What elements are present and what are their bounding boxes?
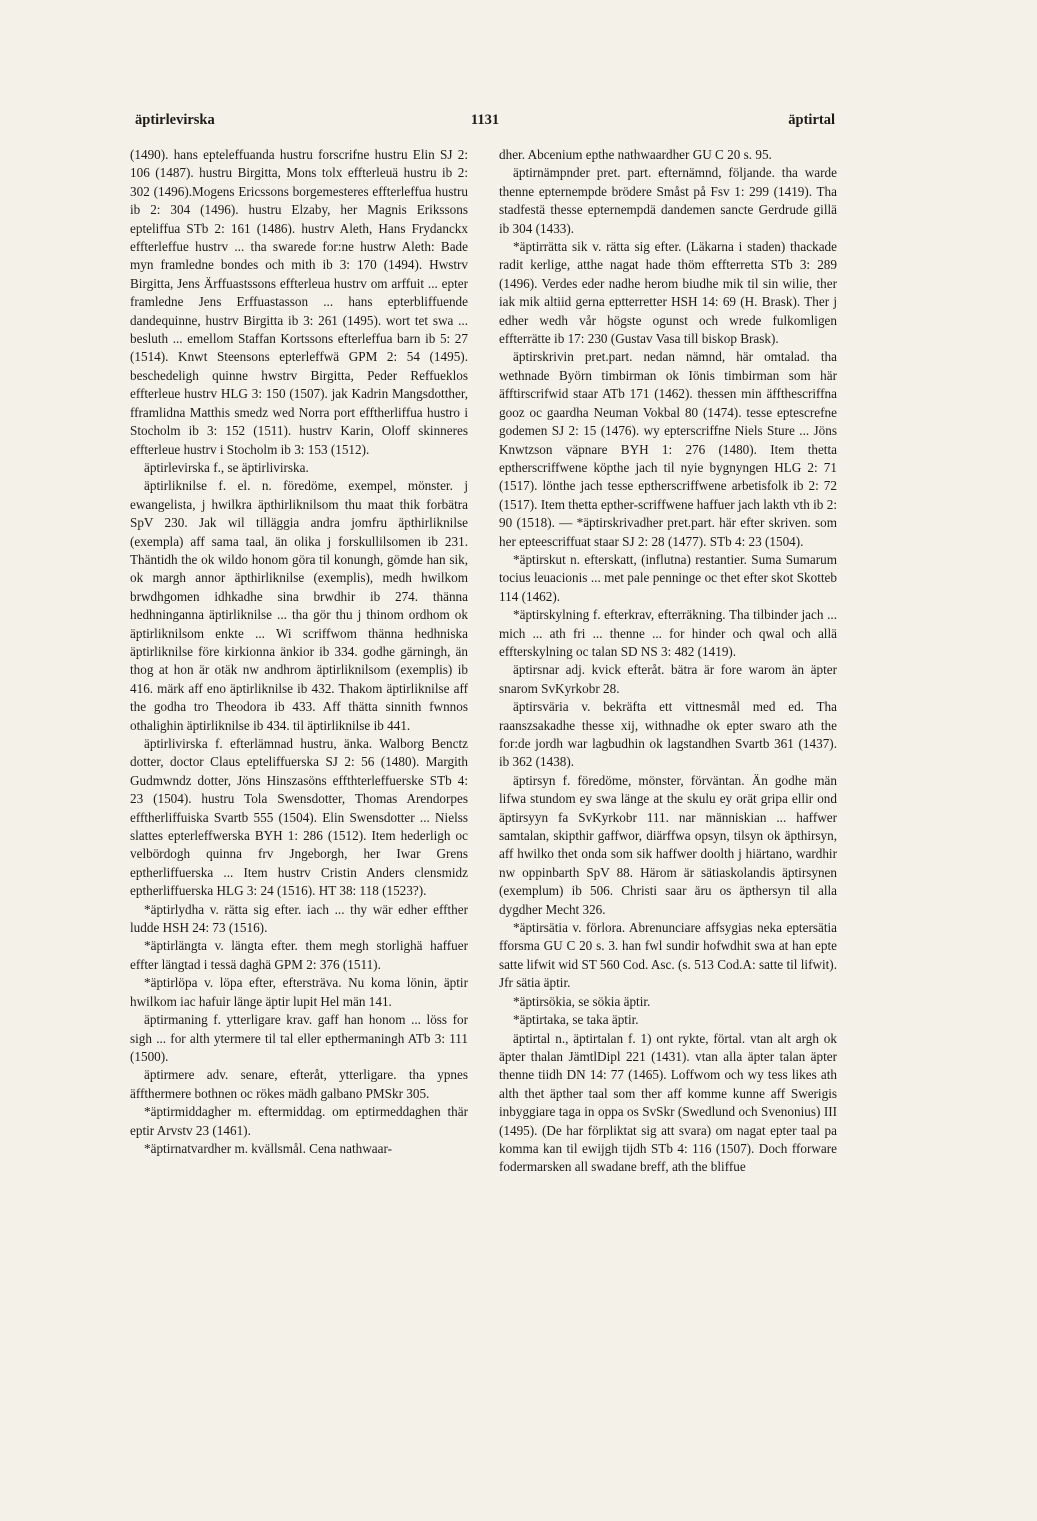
entry-text: äptirskrivin pret.part. nedan nämnd, här omtalad. tha wethnade Byörn timbirman ok Iönis timbirman som här äfftirscrifwid staar ATb 171 (1462). thessen min äffthescriffna gooz oc gaardha Neuman Vokbal 80 (1474). tesse eptescrefne godemen SJ 2: 15 (1476). wy epterscriffne Niels Sture ... Jöns Knwtzson väpnare BYH 1: 276 (1480). Item thetta eptherscriffwene köpthe jach til nyie bygnyngen HLG 2: 71 (1517). lönthe jach tesse eptherscriffwene arbetisfolk ib 2: 72 (1517). Item thetta epther-scriffwene haffuer jach lakth vth ib 2: 90 (1518). — *äptirskrivadher pret.part. här efter skriven. som her epteescriffuat staar SJ 2: 28 (1477). STb 4: 23 (1504). <box>499 349 837 549</box>
entry-text: *äptirskut n. efterskatt, (influtna) restantier. Suma Sumarum tocius leuacionis ... met pale penninge oc thet efter skot Skotteb 114 (1462). <box>499 551 837 604</box>
entry-text: äptirnämpnder pret. part. efternämnd, följande. tha warde thenne epternempde brödere Småst på Fsv 1: 299 (1419). Tha stadfestä thesse epternempdä dandemen sancte Gerdrude gillä ib 304 (1433). <box>499 165 837 236</box>
entry-text: äptirsyn f. föredöme, mönster, förväntan. Än godhe män lifwa stundom ey swa länge at the skulu ey orät gripa ellir ond äptirsyyn fa SvKyrkobr 111. nar människian ... haffwer samtalan, skipthir gaffwor, diärffwa opsyn, tilsyn ok äpthirsyn, aff hwilko thet onda som sik haffwer doolth j hiärtano, wardhir nw oppinbarth SpV 88. Härom är sätiaskolandis äptirsynen (exemplum) ib 506. Christi saar äru os äpthersyn til alla dygdher Mecht 326. <box>499 772 837 917</box>
entry-text: (1490). hans epteleffuanda hustru forscrifne hustru Elin SJ 2: 106 (1487). hustru Birgitta, Mons tolx effterleuä hustru ib 2: 302 (1496).Mogens Ericssons borgemesteres effterleffua hustru ib 2: 304 (1496). hustru Elzaby, her Magnis Erikssons epteliffua STb 2: 161 (1486). hustrv Aleth, Hans Frydanckx effterleffue hustrv ... tha swarede for:ne hustrw Aleth: Bade myn framledne bondes och mith ib 3: 170 (1494). Hwstrv Birgitta, Jens Ärffuastssons effterleua hustrv om arffuit ... epter framledne Jens Erffuastasson ... hans epterbliffuende dandequinne, hustrv Birgitta ib 3: 261 (1495). wort tet swa ... besluth ... emellom Staffan Kortssons efterleffua barn ib 5: 27 (1514). Knwt Steensons epterleffwä GPM 2: 54 (1495). beschedeligh quinne hwstrv Birgitta, Peder Reffueklos effterleue hustrv HLG 3: 150 (1507). jak Kadrin Mangsdotther, fframlidna Matthis smedz wed Norra port efftherliffua hustro i Stocholm ib 3: 152 (1511). hustrv Karin, Oloff skinneres effterleue hustrv i Stocholm ib 3: 153 (1512). <box>130 147 468 457</box>
page-header <box>135 112 835 134</box>
entry-text: *äptirnatvardher m. kvällsmål. Cena nathwaar- <box>144 1140 393 1156</box>
entry-text: dher. Abcenium epthe nathwaardher GU C 20 s. 95. <box>499 147 772 162</box>
entry-text: *äptirskylning f. efterkrav, efterräkning. Tha tilbinder jach ... mich ... ath fri ... thenne ... for hinder och qwal och allä effterskylning oc talan SD NS 3: 482 (1419). <box>499 607 837 659</box>
entry-text: äptirlivirska f. efterlämnad hustru, änka. Walborg Benctz dotter, doctor Claus epteliffuerska SJ 2: 56 (1480). Margith Gudmwndz dotter, Jöns Hinszasöns effthterleffuerske STb 4: 23 (1504). hustru Tola Swensdotter, Thomas Arendorpes efftherliffuiska Svartb 555 (1504). Elin Swensdotter ... Nielss slattes epterleffwerska BYH 1: 286 (1512). Item hederligh oc velbördogh quinna frv Jngeborgh, her Iwar Grens eptherliffuerska ... Item hustrv Cristin Anders clensmidz eptherliffuerska HLG 3: 24 (1516). HT 38: 118 (1523?). <box>130 736 468 899</box>
entry-text: äptirmaning f. ytterligare krav. gaff han honom ... löss for sigh ... for alth ytermere til tal eller epthermaningh ATb 3: 111 (1500). <box>130 1012 468 1064</box>
entry-text: *äptirmiddagher m. eftermiddag. om eptirmeddaghen thär eptir Arvstv 23 (1461). <box>130 1104 468 1138</box>
entry-text: *äptirrätta sik v. rätta sig efter. (Läkarna i staden) thackade radit kerlige, atthe nagat hade thöm effterretta STb 3: 289 (1496). Verdes eder nadhe herom biudhe mik til sin wilie, ther iak mik altiid gerna eptterretter HSH 14: 69 (H. Brask). Ther j edher wedh vår högste ogunst och wrede fulkomligen effterrätte ib 17: 230 (Gustav Vasa till biskop Brask). <box>499 239 837 347</box>
entry-text: äptirsnar adj. kvick efteråt. bätra är fore warom än äpter snarom SvKyrkobr 28. <box>499 662 837 696</box>
entry-text: äptirlevirska f., se äptirlivirska. <box>144 459 309 475</box>
entry-text: *äptirtaka, se taka äptir. <box>513 1012 639 1028</box>
entry-text: *äptirlängta v. längta efter. them megh storlighä haffuer effter längtad i tessä daghä GPM 2: 376 (1511). <box>130 938 468 972</box>
header-right-headword: äptirtal <box>788 112 835 128</box>
entry-text: äptirtal n., äptirtalan f. 1) ont rykte, förtal. vtan alt argh ok äpter thalan JämtlDipl 221 (1431). vtan alla äpter talan äpter thenne tiidh DN 14: 77 (1465). Loffwom och wy tess likes ath alth thet äpther taal som ther aff komme kunne aff Swerigis inbyggiare taga in oppa os SvSkr (Swedlund och Svenonius) III (1495). (De har förpliktat sig att svara) om nagat epter taal pa komma kan til ewijgh tijdh STb 4: 116 (1507). Doch fforware fodermarsken all swadane breff, ath the bliffue <box>499 1030 837 1175</box>
header-left-headword: äptirlevirska <box>135 112 215 128</box>
entry-text: äptirmere adv. senare, efteråt, ytterligare. tha ypnes äffthermere bothnen oc rökes mädh galbano PMSkr 305. <box>130 1067 468 1101</box>
entry-text: *äptirsätia v. förlora. Abrenunciare affsygias neka eptersätia fforsma GU C 20 s. 3. han fwl sundir hofwdhit swa at han epte satte lifwit wid ST 560 Cod. Asc. (s. 513 Cod.A: satte til lifwit). Jfr sätia äptir. <box>499 920 837 991</box>
entry-text: *äptirlöpa v. löpa efter, eftersträva. Nu koma lönin, äptir hwilkom iac hafuir länge äptir lupit Hel män 141. <box>130 975 468 1009</box>
entry-text: *äptirlydha v. rätta sig efter. iach ... thy wär edher effther ludde HSH 24: 73 (1516). <box>130 901 468 936</box>
entry-text: *äptirsökia, se sökia äptir. <box>513 993 651 1009</box>
right-column <box>499 146 837 1396</box>
page-number: 1131 <box>470 112 500 128</box>
entry-text: äptirliknilse f. el. n. föredöme, exempel, mönster. j ewangelista, j hwilkra äpthirliknilsom thu maat thik forbätra SpV 230. Jak wil tilläggia andra jomfru äpthirliknilse (exempla) aff sama taal, än olika j forskullilsomen ib 231. Thäntidh the ok wildo honom göra til konungh, gömde han sik, ok margh annor äpthirliknilse (exemplis), medh hwilkom brwdhgomen idhkadhe sina brwdhir ib 274. thänna hedhninganna äptirliknilse ... tha gör thu j thinom ordhom ok äptirliknilsom enkte ... Wi scriffwom thänna hedhniska äptirliknilse före kirkionna änkior ib 334. godhe gärningh, än thog at hon är otäk nw andhrom äptirliknilsom (exemplis) ib 416. märk aff eno äptirliknilse ib 432. Thakom äptirliknilse aff the godha tro Theodora ib 433. Aff thätta sinnith fwnnos othalighin äptirliknilse ib 434. til äptirliknilse ib 441. <box>130 478 468 733</box>
left-column <box>130 146 468 1396</box>
entry-text: äptirsväria v. bekräfta ett vittnesmål med ed. Tha raanszsakadhe thesse xij, withnadhe ok epter swaro ath the for:de jordh war lagbudhin ok lagstandhen Svartb 361 (1437). ib 362 (1438). <box>499 699 837 770</box>
